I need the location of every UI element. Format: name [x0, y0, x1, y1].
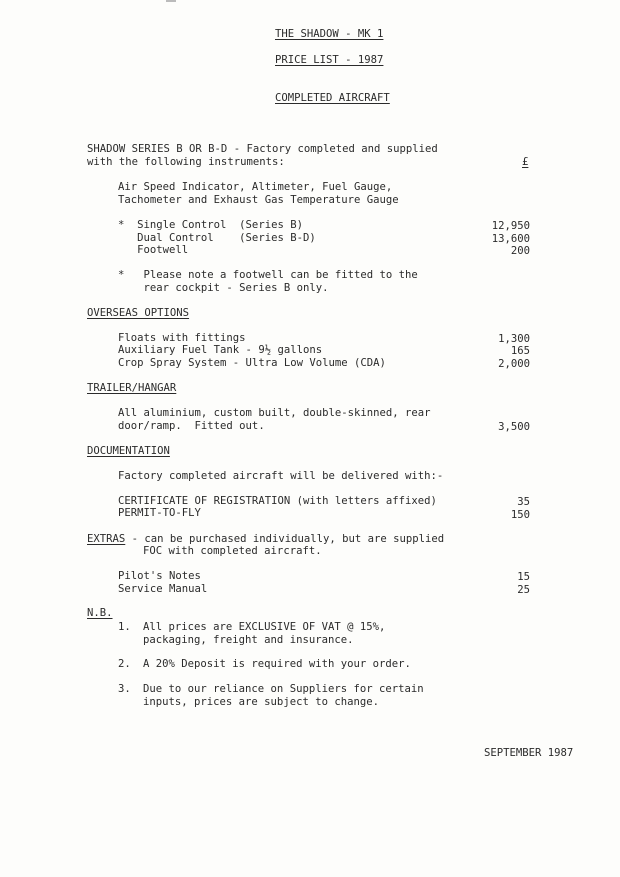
price-item-label: Footwell: [118, 244, 189, 256]
extras-heading: EXTRAS: [87, 533, 126, 545]
price-item-value: 165: [510, 345, 530, 357]
instruments-line1: Air Speed Indicator, Altimeter, Fuel Gauge,: [118, 181, 393, 193]
price-item-value: 12,950: [491, 220, 530, 232]
nb-item-1-line2: packaging, freight and insurance.: [143, 634, 354, 646]
nb-number: 2.: [118, 658, 131, 670]
series-intro-line1: SHADOW SERIES B OR B-D - Factory completed and supplied: [87, 143, 438, 155]
price-item-value: 1,300: [498, 333, 530, 345]
price-item-label: Floats with fittings: [118, 332, 246, 344]
price-item-value: 15: [517, 571, 530, 583]
document-title: THE SHADOW - MK 1: [275, 28, 384, 40]
series-intro-line2: with the following instruments:: [87, 156, 285, 168]
document-date: SEPTEMBER 1987: [484, 747, 574, 759]
documentation-intro: Factory completed aircraft will be delivered with:-: [118, 470, 444, 482]
nb-heading: N.B.: [87, 607, 113, 619]
price-item-value: 200: [510, 245, 530, 257]
instruments-line2: Tachometer and Exhaust Gas Temperature Gauge: [118, 194, 399, 206]
nb-item-3-line2: inputs, prices are subject to change.: [143, 696, 379, 708]
nb-item-3-line1: Due to our reliance on Suppliers for certain: [143, 683, 424, 695]
trailer-line2: door/ramp. Fitted out.: [118, 420, 265, 432]
price-item-label: Service Manual: [118, 583, 208, 595]
price-item-label: Pilot's Notes: [118, 570, 201, 582]
nb-number: 1.: [118, 621, 131, 633]
extras-line2: FOC with completed aircraft.: [143, 545, 322, 557]
extras-line1: [87, 533, 444, 546]
extras-description: - can be purchased individually, but are supplied: [125, 533, 445, 545]
price-item-value: 25: [517, 584, 530, 596]
trailer-line1: All aluminium, custom built, double-skinned, rear: [118, 407, 431, 419]
nb-item-1-line1: All prices are EXCLUSIVE OF VAT @ 15%,: [143, 621, 386, 633]
price-item-label: * Single Control (Series B): [118, 219, 303, 231]
trailer-price: 3,500: [498, 421, 530, 433]
footwell-note-line2: rear cockpit - Series B only.: [118, 282, 329, 294]
nb-number: 3.: [118, 683, 131, 695]
price-item-label: PERMIT-TO-FLY: [118, 507, 201, 519]
trailer-heading: TRAILER/HANGAR: [87, 382, 177, 394]
price-item-value: 150: [510, 509, 530, 521]
page-mark: [166, 0, 176, 2]
document-subtitle: PRICE LIST - 1987: [275, 54, 384, 66]
price-item-label: CERTIFICATE OF REGISTRATION (with letters affixed): [118, 495, 437, 507]
section-title: COMPLETED AIRCRAFT: [275, 92, 390, 104]
price-item-value: 35: [517, 496, 530, 508]
footwell-note-line1: * Please note a footwell can be fitted to the: [118, 269, 418, 281]
overseas-heading: OVERSEAS OPTIONS: [87, 307, 190, 319]
price-item-label: Auxiliary Fuel Tank - 9½ gallons: [118, 344, 323, 356]
documentation-heading: DOCUMENTATION: [87, 445, 170, 457]
price-item-label: Crop Spray System - Ultra Low Volume (CDA): [118, 357, 386, 369]
price-item-value: 13,600: [491, 233, 530, 245]
currency-symbol: £: [522, 156, 529, 168]
price-item-value: 2,000: [498, 358, 530, 370]
nb-item-2-line1: A 20% Deposit is required with your order.: [143, 658, 411, 670]
price-item-label: Dual Control (Series B-D): [118, 232, 316, 244]
